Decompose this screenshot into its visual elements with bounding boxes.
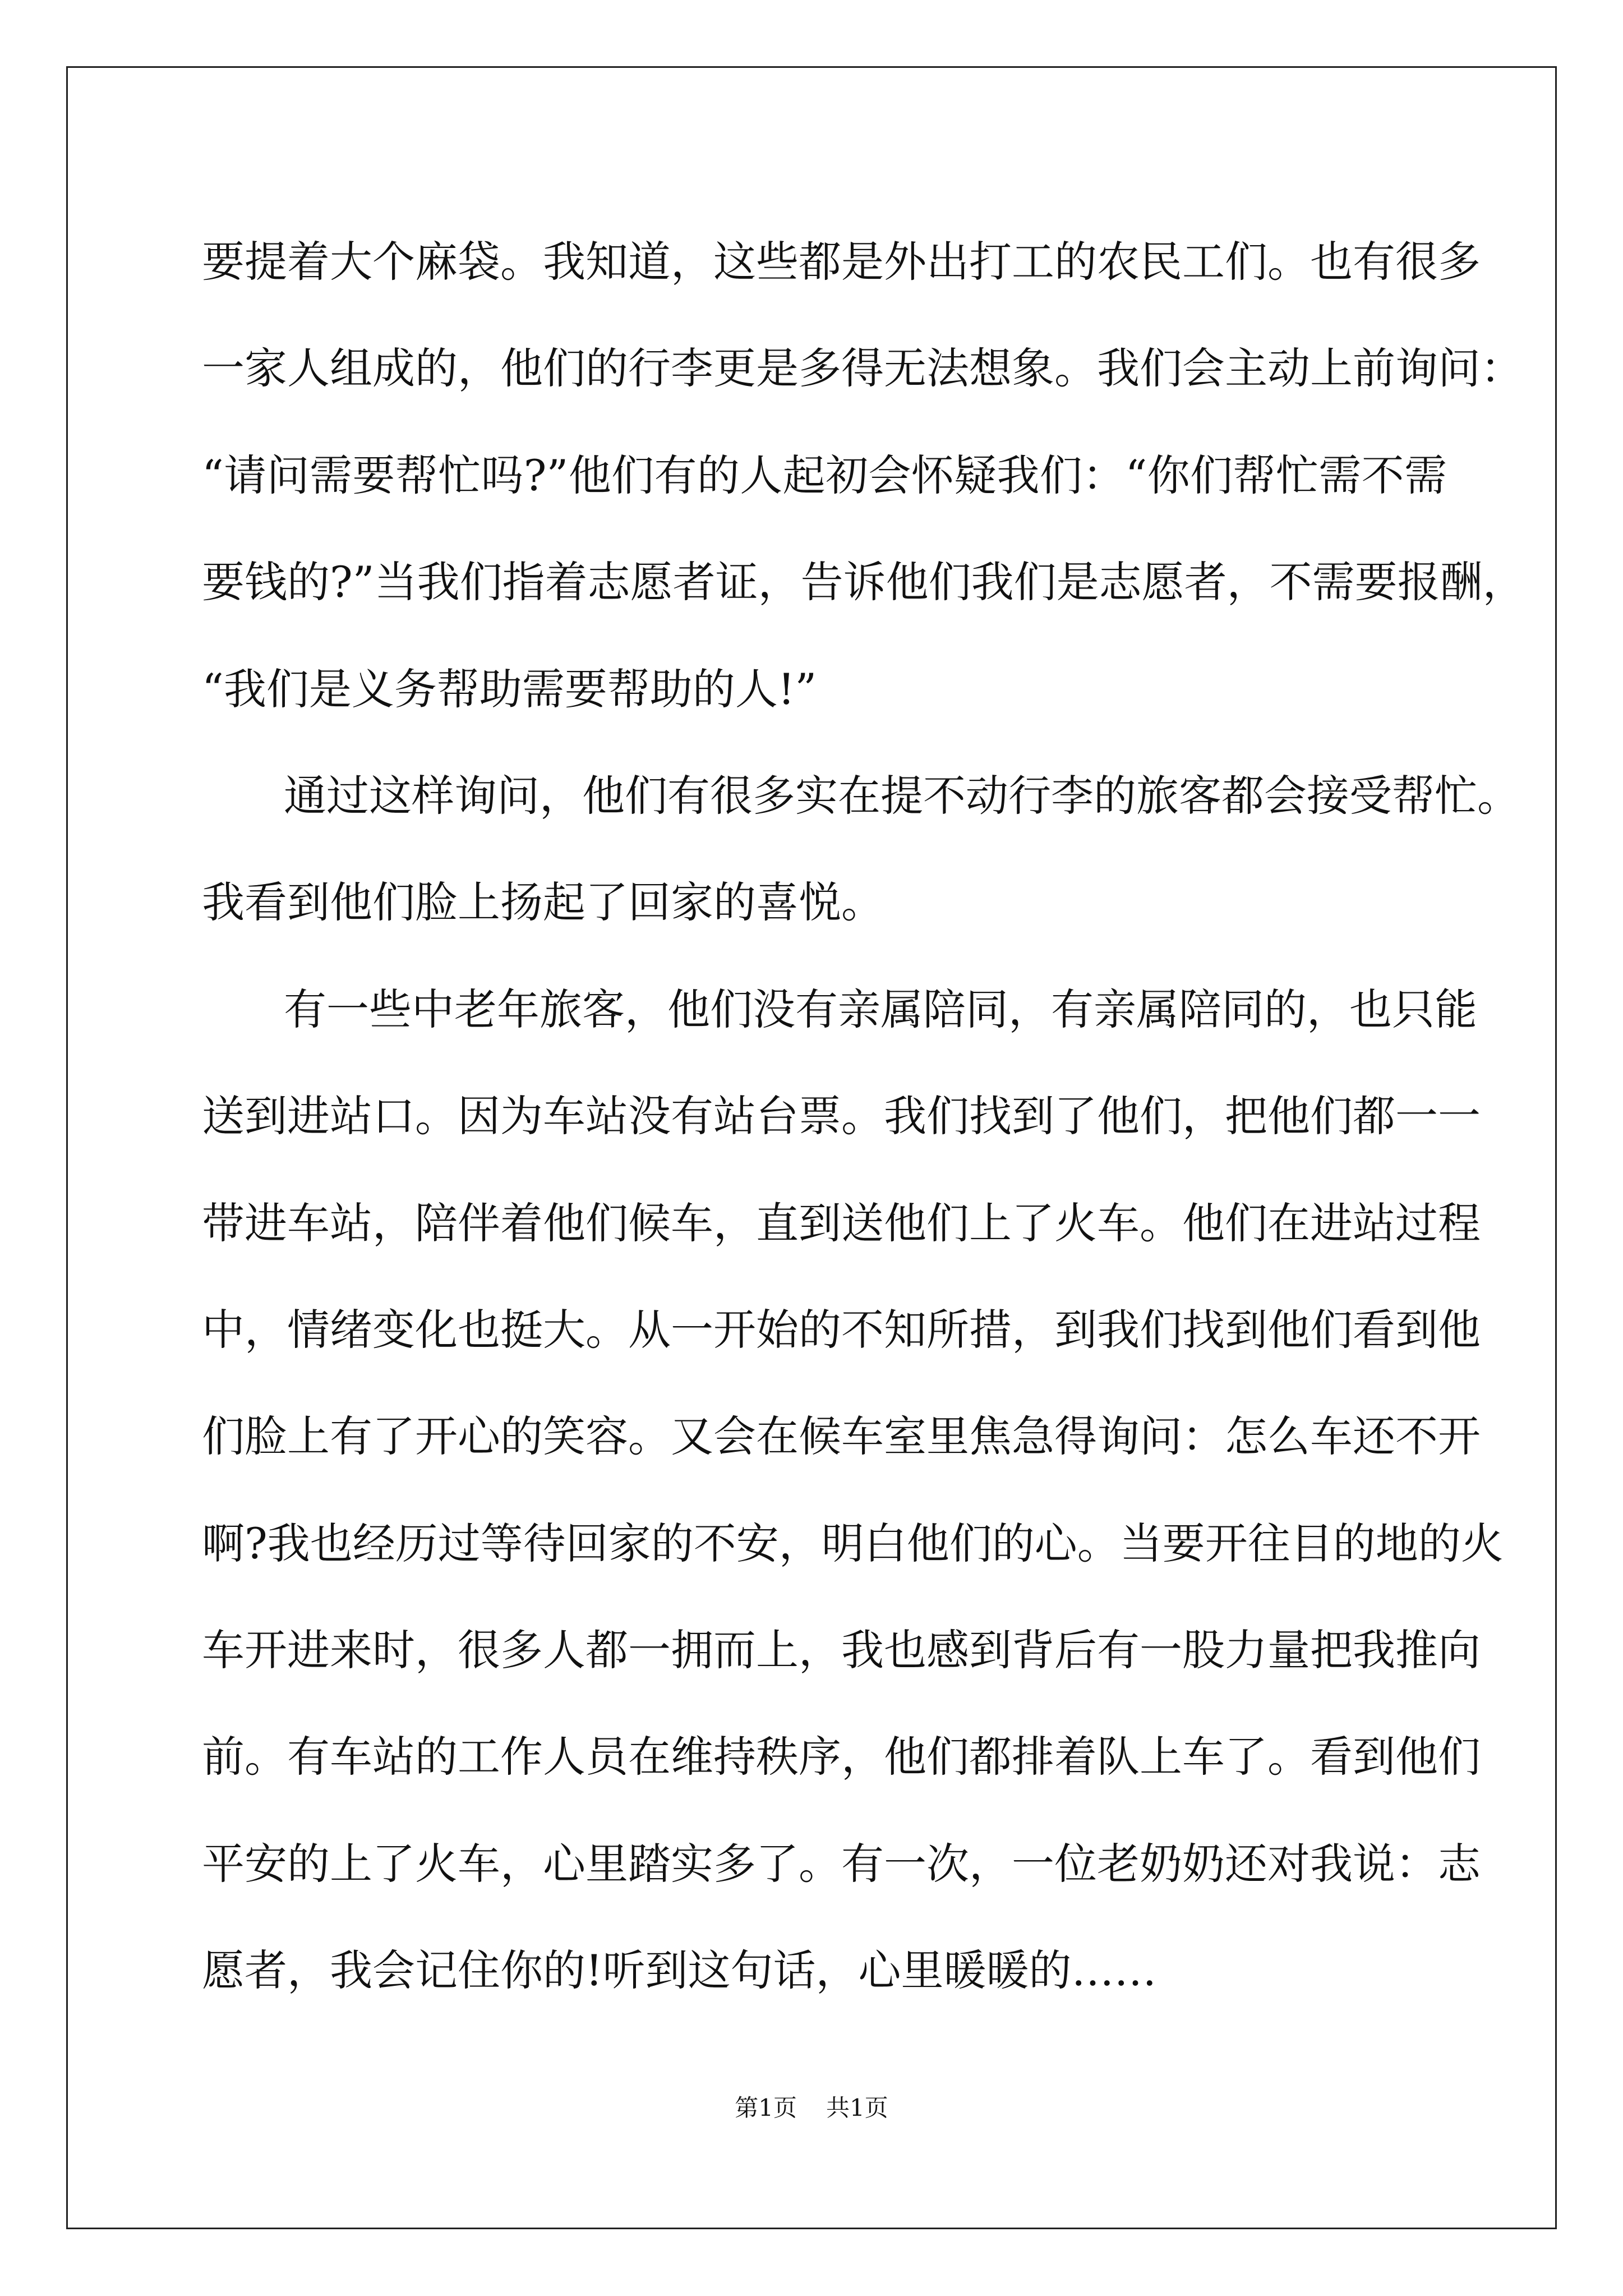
- text-line: 啊?我也经历过等待回家的不安，明白他们的心。当要开往目的地的火: [202, 1518, 1504, 1568]
- text-line: 有一些中老年旅客，他们没有亲属陪同，有亲属陪同的，也只能: [284, 984, 1477, 1034]
- text-line: 车开进来时，很多人都一拥而上，我也感到背后有一股力量把我推向: [202, 1625, 1481, 1676]
- page-footer: [0, 2091, 1623, 2125]
- text-line: 中，情绪变化也挺大。从一开始的不知所措，到我们找到他们看到他: [202, 1304, 1481, 1355]
- page-number-current: 第1页: [735, 2094, 797, 2122]
- text-line: 一家人组成的，他们的行李更是多得无法想象。我们会主动上前询问：: [202, 343, 1523, 394]
- page-number-total: 共1页: [826, 2094, 888, 2122]
- text-line: 们脸上有了开心的笑容。又会在候车室里焦急得询问：怎么车还不开: [202, 1411, 1481, 1462]
- text-line: “我们是义务帮助需要帮助的人!”: [202, 664, 817, 714]
- text-line: 送到进站口。因为车站没有站台票。我们找到了他们，把他们都一一: [202, 1091, 1481, 1142]
- text-line: 前。有车站的工作人员在维持秩序，他们都排着队上车了。看到他们: [202, 1732, 1481, 1782]
- text-line: 愿者，我会记住你的!听到这句话，心里暖暖的……: [202, 1945, 1157, 1996]
- text-line: 要提着大个麻袋。我知道，这些都是外出打工的农民工们。也有很多: [202, 237, 1481, 287]
- text-line: “请问需要帮忙吗?”他们有的人起初会怀疑我们：“你们帮忙需不需: [202, 450, 1447, 500]
- text-line: 我看到他们脸上扬起了回家的喜悦。: [202, 877, 884, 928]
- text-line: 平安的上了火车，心里踏实多了。有一次，一位老奶奶还对我说：志: [202, 1838, 1481, 1889]
- text-line: 要钱的?”当我们指着志愿者证，告诉他们我们是志愿者，不需要报酬，: [202, 557, 1525, 608]
- text-line: 带进车站，陪伴着他们候车，直到送他们上了火车。他们在进站过程: [202, 1198, 1481, 1248]
- body-text: [202, 209, 1525, 2024]
- text-line: 通过这样询问，他们有很多实在提不动行李的旅客都会接受帮忙。: [284, 770, 1520, 821]
